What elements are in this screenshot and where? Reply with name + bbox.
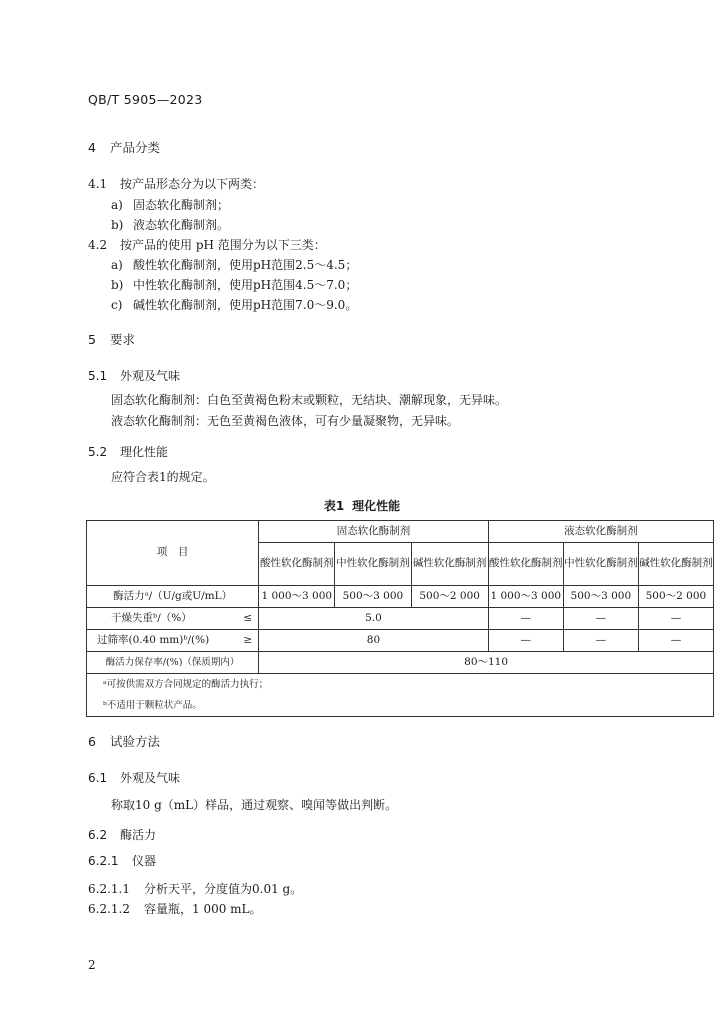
column-header: 中性软化酶制剂 <box>335 543 411 586</box>
table-cell: — <box>563 630 638 652</box>
section-5-heading <box>88 330 135 348</box>
table-cell: 1 000～3 000 <box>259 586 335 608</box>
section-6-heading <box>88 732 160 750</box>
row-label-cell <box>87 630 259 652</box>
table-cell: 80 <box>259 630 489 652</box>
table-cell: 500～3 000 <box>563 586 638 608</box>
clause-6-1-heading <box>88 769 180 786</box>
clause-number: 6.2.1.2 <box>88 902 130 916</box>
table-cell: 500～2 000 <box>638 586 713 608</box>
clause-title: 外观及气味 <box>120 369 181 383</box>
item-text: 酸性软化酶制剂，使用pH范围2.5～4.5； <box>133 258 358 272</box>
row-label-cell <box>87 608 259 630</box>
section-title: 产品分类 <box>110 140 161 155</box>
properties-table <box>86 520 714 717</box>
clause-text: 按产品形态分为以下两类： <box>120 177 265 191</box>
column-header: 碱性软化酶制剂 <box>411 543 488 586</box>
page-number: 2 <box>88 958 96 972</box>
list-item-a <box>111 196 229 213</box>
clause-5-2-heading <box>88 443 168 460</box>
standard-number: QB/T 5905—2023 <box>88 92 203 107</box>
table-cell: 5.0 <box>259 608 489 630</box>
clause-number: 4.1 <box>88 177 108 191</box>
table-caption <box>0 497 724 514</box>
paragraph: 固态软化酶制剂：白色至黄褐色粉末或颗粒，无结块、潮解现象，无异味。 <box>111 393 508 407</box>
item-marker: b) <box>111 278 124 292</box>
clause-title: 理化性能 <box>120 445 169 459</box>
clause-5-1-heading <box>88 367 180 384</box>
clause-number: 5.2 <box>88 445 108 459</box>
item-marker: a) <box>111 198 123 212</box>
table-cell: — <box>488 630 563 652</box>
section-title: 要求 <box>110 332 136 347</box>
table-note: ᵃ可按供需双方合同规定的酶活力执行； <box>87 674 714 696</box>
table-cell: 500～2 000 <box>411 586 488 608</box>
table-cell: — <box>488 608 563 630</box>
list-item-b <box>111 276 357 293</box>
item-marker: b) <box>111 218 124 232</box>
clause-title: 外观及气味 <box>120 771 181 785</box>
clause-number: 4.2 <box>88 238 108 252</box>
list-item-a <box>111 256 357 273</box>
clause-6-2-1-2 <box>88 900 262 917</box>
table-row <box>87 608 714 630</box>
section-number: 4 <box>88 140 96 155</box>
paragraph: 称取10 g（mL）样品，通过观察、嗅闻等做出判断。 <box>111 798 398 812</box>
column-header: 酸性软化酶制剂 <box>259 543 335 586</box>
section-number: 5 <box>88 332 96 347</box>
item-marker: c) <box>111 298 123 312</box>
item-header-cell: 项 目 <box>87 521 259 586</box>
clause-4-2 <box>88 236 326 253</box>
table-cell: 1 000～3 000 <box>488 586 563 608</box>
table-cell: — <box>638 608 713 630</box>
row-label-wrap <box>87 634 258 647</box>
group-header-liquid: 液态软化酶制剂 <box>488 521 713 543</box>
table-cell: 500～3 000 <box>335 586 411 608</box>
table-cell: — <box>638 630 713 652</box>
section-title: 试验方法 <box>110 734 161 749</box>
item-text: 液态软化酶制剂。 <box>133 218 230 232</box>
clause-number: 5.1 <box>88 369 108 383</box>
comparison-operator: ≥ <box>243 633 253 646</box>
clause-6-2-1-heading <box>88 852 156 869</box>
row-label: 酶活力ᵃ/（U/g或U/mL） <box>87 586 259 608</box>
clause-title: 酶活力 <box>120 828 157 842</box>
clause-6-2-heading <box>88 826 156 843</box>
clause-number: 6.2.1 <box>88 854 119 868</box>
item-text: 中性软化酶制剂，使用pH范围4.5～7.0； <box>133 278 358 292</box>
clause-4-1 <box>88 175 264 192</box>
item-text: 碱性软化酶制剂，使用pH范围7.0～9.0。 <box>133 298 358 312</box>
row-label-wrap <box>87 612 258 625</box>
clause-text: 容量瓶，1 000 mL。 <box>144 902 262 916</box>
list-item-b <box>111 216 229 233</box>
section-number: 6 <box>88 734 96 749</box>
column-header: 碱性软化酶制剂 <box>638 543 713 586</box>
table-row <box>87 630 714 652</box>
table-number: 表1 <box>323 499 345 513</box>
list-item-c <box>111 296 357 313</box>
table-row <box>87 652 714 674</box>
column-header: 酸性软化酶制剂 <box>488 543 563 586</box>
clause-number: 6.1 <box>88 771 108 785</box>
clause-number: 6.2 <box>88 828 108 842</box>
paragraph: 应符合表1的规定。 <box>111 470 215 484</box>
group-header-solid: 固态软化酶制剂 <box>259 521 489 543</box>
item-marker: a) <box>111 258 123 272</box>
table-cell: — <box>563 608 638 630</box>
comparison-operator: ≤ <box>243 611 253 624</box>
table-row <box>87 586 714 608</box>
clause-6-2-1-1 <box>88 880 302 897</box>
clause-title: 仪器 <box>132 854 157 868</box>
table-note-row <box>87 674 714 696</box>
item-text: 固态软化酶制剂； <box>133 198 230 212</box>
clause-number: 6.2.1.1 <box>88 882 130 896</box>
paragraph: 液态软化酶制剂：无色至黄褐色液体，可有少量凝聚物，无异味。 <box>111 414 460 428</box>
column-header: 中性软化酶制剂 <box>563 543 638 586</box>
table-cell: 80～110 <box>259 652 714 674</box>
clause-text: 按产品的使用 pH 范围分为以下三类： <box>120 238 326 252</box>
section-4-heading <box>88 138 160 156</box>
clause-text: 分析天平，分度值为0.01 g。 <box>144 882 303 896</box>
table-note-row <box>87 695 714 717</box>
row-label: 酶活力保存率/(%)（保质期内） <box>87 652 259 674</box>
row-label: 干燥失重ᵇ/（%） <box>111 611 192 624</box>
table-title: 理化性能 <box>352 499 401 513</box>
table-note: ᵇ不适用于颗粒状产品。 <box>87 695 714 717</box>
table-header-row <box>87 521 714 543</box>
row-label: 过筛率(0.40 mm)ᵇ/(%) <box>97 633 210 646</box>
